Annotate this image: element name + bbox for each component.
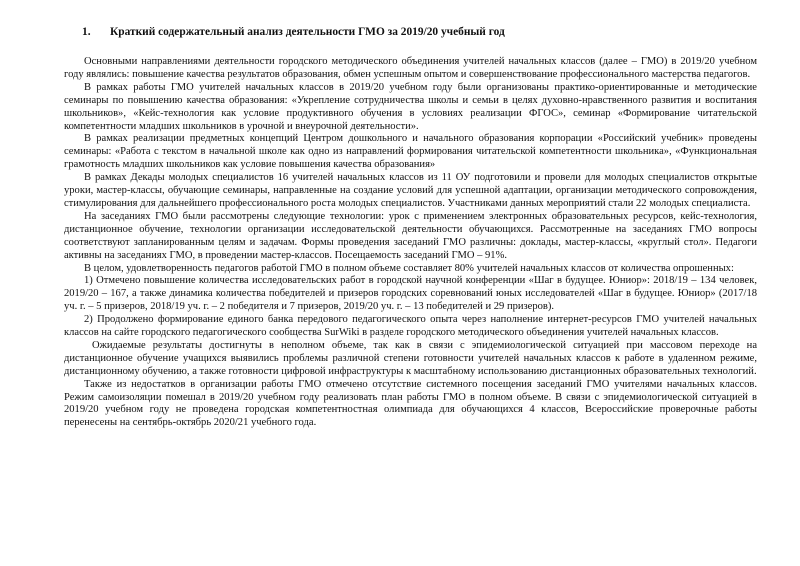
section-title: Краткий содержательный анализ деятельности ГМО за 2019/20 учебный год (110, 26, 505, 38)
paragraph-young-specialists: В рамках Декады молодых специалистов 16 учителей начальных классов из 11 ОУ подготовили и провели для молодых специалистов открытые уроки, мастер-классы, обучающие семинары, направленные на создание условий для успешной адаптации, организации методического сопровождения, стимулирования для дальнейшего профессионального роста молодых специалистов. Участниками данных мероприятий стали 22 молодых специалиста. (64, 172, 757, 209)
paragraph-seminars: В рамках работы ГМО учителей начальных классов в 2019/20 учебном году были организованы практико-ориентированные и методические семинары по повышению качества образования: «Укрепление сотрудничества школы и семьи в целях духовно-нравственного развития и воспитания школьников», «Кейс-технология как условие продуктивного обучения в условиях реализации ФГОС», семинар «Формирование читательской компетентности младших школьников в урочной и внеурочной деятельности». (64, 81, 757, 132)
section-heading (82, 26, 505, 38)
paragraph-main-directions: Основными направлениями деятельности городского методического объединения учителей начальных классов (далее – ГМО) в 2019/20 учебном году являлись: повышение качества результатов образования, обмен успешным опытом и совершенствование профессионального мастерства педагогов. (64, 56, 757, 80)
section-number: 1. (82, 26, 91, 38)
paragraph-expected-results: Ожидаемые результаты достигнуты в неполном объеме, так как в связи с эпидемиологической ситуацией при массовом переходе на дистанционное обучение учащихся выявились проблемы различной степени готовности учителей начальных классов к работе в удаленном режиме, дистанционному обучению, а также готовности цифровой инфраструктуры к масштабному использованию дистанционных образовательных технологий. (64, 339, 757, 377)
document-body (64, 56, 757, 430)
paragraph-research-works: 1) Отмечено повышение количества исследовательских работ в городской научной конференции «Шаг в будущее. Юниор»: 2018/19 – 134 человек, 2019/20 – 167, а также динамика количества победителей и призеров городских соревнований юных исследователей «Шаг в будущее. Юниор» (2017/18 уч. г. – 5 призеров, 2018/19 уч. г. – 2 победителя и 7 призеров, 2019/20 уч. г. – 13 победителей и 29 призеров). (64, 275, 757, 313)
paragraph-satisfaction: В целом, удовлетворенность педагогов работой ГМО в полном объеме составляет 80% учителей начальных классов от количества опрошенных: (84, 262, 734, 274)
paragraph-technologies: На заседаниях ГМО были рассмотрены следующие технологии: урок с применением электронных образовательных ресурсов, кейс-технология, дистанционное обучение, технологии организации исследовательской деятельности обучающихся. Рассмотренные на заседаниях ГМО вопросы соответствуют запланированным целям и задачам. Формы проведения заседаний ГМО различны: доклады, мастер-классы, «круглый стол». Педагоги активны на заседаниях ГМО, в проведении мастер-классов. Посещаемость заседаний ГМО – 91%. (64, 210, 757, 261)
paragraph-shortcomings: Также из недостатков в организации работы ГМО отмечено отсутствие системного посещения заседаний ГМО учителями начальных классов. Режим самоизоляции помешал в 2019/20 учебном году реализовать план работы ГМО в полном объеме. В связи с эпидемиологической ситуацией в 2019/20 учебном году не проведена городская компетентностная олимпиада для обучающихся 4 классов, Всероссийские проверочные работы перенесены на сентябрь-октябрь 2020/21 учебного года. (64, 378, 757, 429)
paragraph-russian-textbook-seminars: В рамках реализации предметных концепций Центром дошкольного и начального образования корпорации «Российский учебник» проведены семинары: «Работа с текстом в начальной школе как одно из направлений формирования читательской компетентности школьника», «Функциональная грамотность младших школьников как условие повышения качества образования» (64, 133, 757, 171)
paragraph-experience-bank: 2) Продолжено формирование единого банка передового педагогического опыта через наполнение интернет-ресурсов ГМО учителей начальных классов на сайте городского педагогического сообщества SurWiki в разделе городского методического объединения учителей начальных классов. (64, 314, 757, 339)
